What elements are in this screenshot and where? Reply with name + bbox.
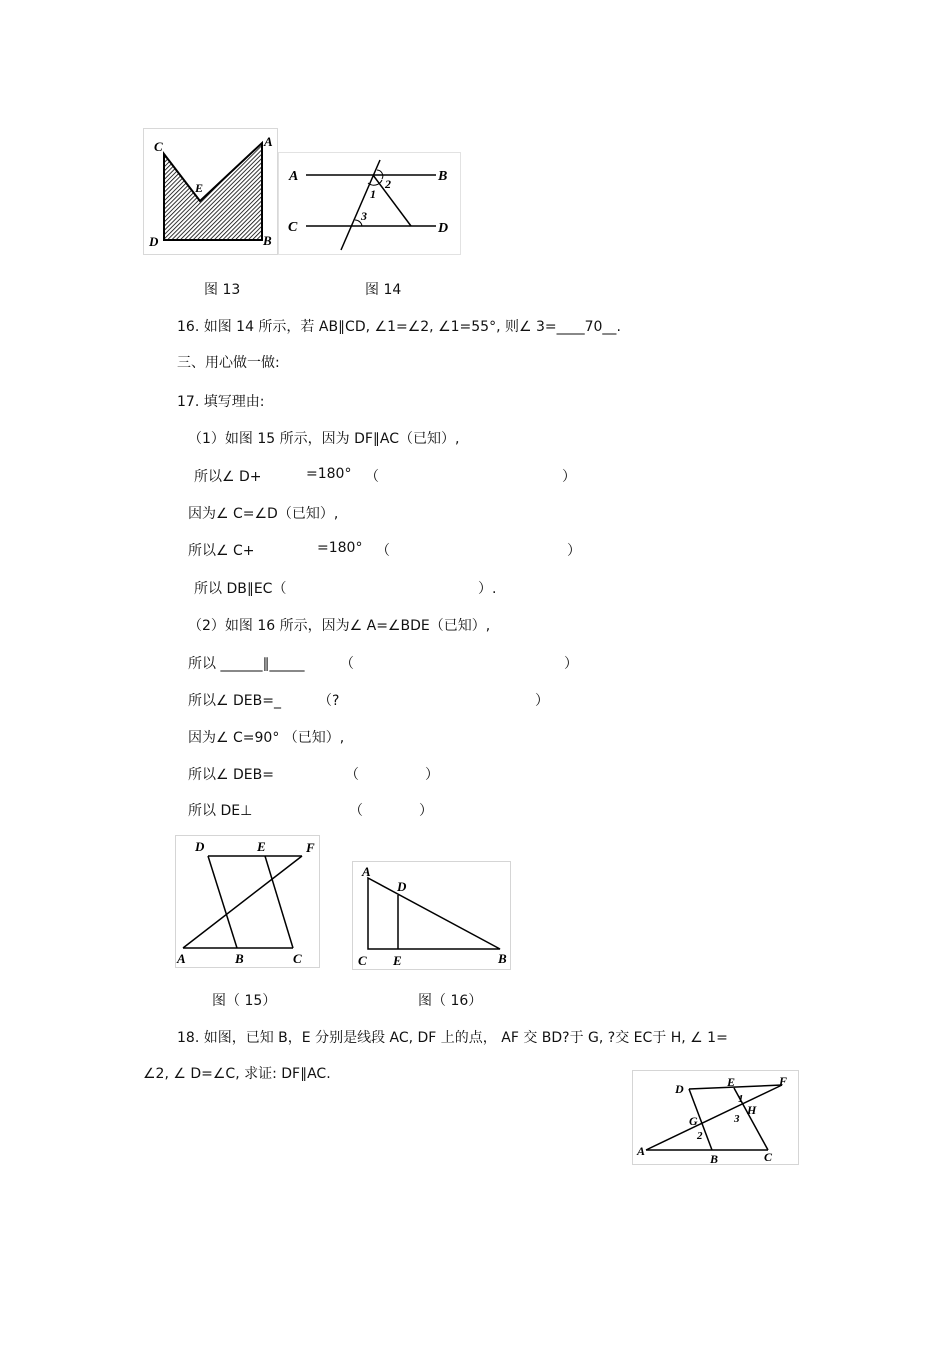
figure-14: [278, 152, 462, 260]
label-e: E: [195, 181, 204, 195]
label-a: A: [637, 1144, 646, 1158]
q17-line-8c: ）: [425, 767, 439, 783]
angle-2-label: 2: [697, 1130, 703, 1142]
label-c: C: [288, 220, 298, 235]
q17-line-9b: （: [349, 803, 363, 819]
label-b: B: [498, 951, 507, 966]
label-e: E: [727, 1075, 736, 1089]
question-18-line-2: ∠2, ∠ D=∠C, 求证: DF∥AC.: [143, 1066, 331, 1082]
q17-line-3d: ）: [567, 543, 581, 559]
line-af: [183, 856, 302, 948]
q17-line-3b: =180°: [317, 540, 363, 556]
line-af: [646, 1085, 782, 1150]
q17-line-5b: （: [340, 656, 354, 672]
q17-line-6c: ）: [535, 693, 549, 709]
label-d: D: [438, 221, 449, 236]
label-f: F: [779, 1074, 788, 1088]
q17-line-5a: 所以 ______∥_____: [188, 656, 305, 672]
label-a: A: [177, 951, 186, 966]
angle-3-label: 3: [361, 209, 367, 223]
q17-line-4a: 所以 DB∥EC（: [194, 581, 287, 597]
label-g: G: [689, 1114, 698, 1128]
label-a: A: [289, 169, 299, 184]
question-16-text: 16. 如图 14 所示，若 AB∥CD, ∠1=∠2, ∠1=55°, 则∠ 3=: [177, 319, 557, 335]
angle-1-label: 1: [370, 187, 376, 201]
figure-18: [632, 1070, 800, 1170]
figure-16-caption: 图（ 16）: [418, 993, 483, 1009]
label-f: F: [306, 840, 315, 855]
figure-13: [143, 128, 281, 260]
label-c: C: [764, 1150, 773, 1164]
angle-1-label: 1: [738, 1093, 744, 1105]
angle-2-label: 2: [385, 177, 391, 191]
q17-line-5c: ）: [564, 656, 578, 672]
question-17-part1: （1）如图 15 所示，因为 DF∥AC（已知）,: [188, 431, 460, 447]
hatched-region: [164, 143, 262, 240]
label-c: C: [293, 951, 302, 966]
label-b: B: [263, 233, 272, 248]
q17-line-1d: ）: [562, 469, 576, 485]
label-h: H: [747, 1103, 757, 1117]
question-17-title: 17. 填写理由:: [177, 394, 265, 410]
question-16: [177, 316, 621, 336]
q17-line-1c: （: [365, 469, 379, 485]
figure-15-caption: 图（ 15）: [212, 993, 277, 1009]
q17-line-3c: （: [376, 543, 390, 559]
q17-line-2: 因为∠ C=∠D（已知）,: [188, 506, 339, 522]
label-a: A: [362, 864, 371, 879]
q17-line-3a: 所以∠ C+: [188, 543, 255, 559]
label-b: B: [235, 951, 244, 966]
question-16-end: .: [616, 319, 621, 335]
label-d: D: [149, 234, 159, 249]
q17-line-8a: 所以∠ DEB=: [188, 767, 274, 783]
q17-line-9a: 所以 DE⊥: [188, 803, 253, 819]
label-c: C: [154, 139, 163, 154]
q17-line-6a: 所以∠ DEB=_: [188, 693, 281, 709]
q17-line-1b: =180°: [306, 466, 352, 482]
label-e: E: [393, 953, 402, 968]
label-c: C: [358, 953, 367, 968]
line-ec: [265, 856, 293, 948]
figure-15: [175, 835, 321, 973]
label-d: D: [397, 879, 407, 894]
angle-3-label: 3: [734, 1113, 740, 1125]
q17-line-1a: 所以∠ D+: [194, 469, 262, 485]
label-b: B: [438, 169, 448, 184]
transversal: [341, 160, 380, 250]
label-d: D: [195, 839, 205, 854]
line-df: [689, 1085, 782, 1089]
q17-line-6b: （?: [318, 693, 340, 709]
question-18-line-1: 18. 如图，已知 B，E 分别是线段 AC, DF 上的点， AF 交 BD?于 G, ?交 EC于 H, ∠ 1=: [177, 1030, 728, 1046]
label-a: A: [264, 134, 273, 149]
figure-14-caption: 图 14: [365, 282, 402, 298]
figure-16: [352, 861, 512, 975]
q17-line-7: 因为∠ C=90° （已知）,: [188, 730, 345, 746]
line-db: [208, 856, 237, 948]
section-heading: 三、用心做一做:: [177, 355, 280, 371]
figure-13-caption: 图 13: [204, 282, 241, 298]
q17-line-8b: （: [345, 767, 359, 783]
question-16-answer: ____70__: [556, 319, 617, 335]
label-d: D: [675, 1082, 684, 1096]
triangle-acb: [368, 878, 500, 949]
label-b: B: [710, 1152, 719, 1166]
label-e: E: [257, 839, 266, 854]
bisector: [373, 175, 411, 226]
question-17-part2: （2）如图 16 所示，因为∠ A=∠BDE（已知）,: [188, 618, 491, 634]
q17-line-4b: ）.: [478, 581, 497, 597]
q17-line-9c: ）: [419, 803, 433, 819]
